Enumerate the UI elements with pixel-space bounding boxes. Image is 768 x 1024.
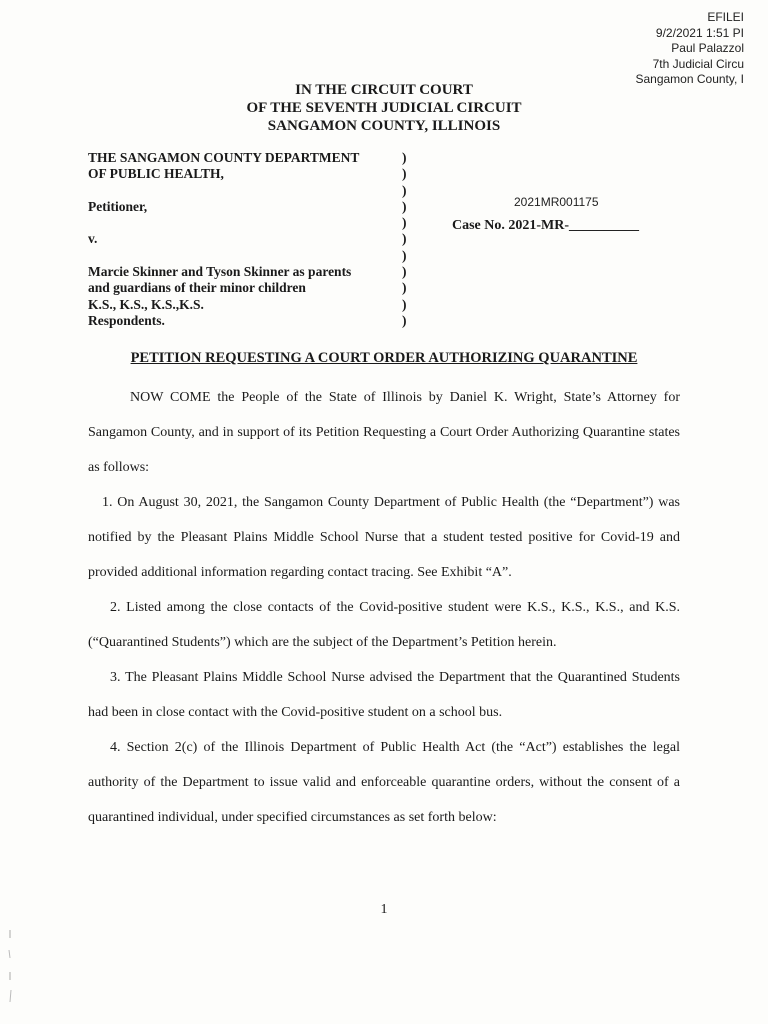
paragraph-3: 3. The Pleasant Plains Middle School Nurse advised the Department that the Quarantined Students had been in close contact with the Covid-positive student on a school bus.	[88, 670, 680, 720]
petitioner-label: Petitioner,	[88, 198, 148, 214]
caption-paren: )	[402, 312, 407, 328]
scan-margin-marks	[4, 928, 16, 1008]
caption-paren: )	[402, 247, 407, 263]
case-number: Case No. 2021-MR-__________	[452, 218, 640, 233]
efile-stamp-line: 7th Judicial Circu	[652, 56, 744, 71]
respondent-name: K.S., K.S., K.S.,K.S.	[88, 296, 204, 312]
court-heading-line: IN THE CIRCUIT COURT	[295, 82, 473, 98]
caption-paren: )	[402, 215, 407, 231]
efile-case-number: 2021MR001175	[514, 195, 599, 209]
caption-paren: )	[402, 264, 407, 280]
petitioner-name: OF PUBLIC HEALTH,	[88, 166, 224, 182]
efile-stamp-line: Paul Palazzol	[671, 41, 744, 55]
case-caption-parties	[88, 150, 408, 329]
paragraph-4: 4. Section 2(c) of the Illinois Department of Public Health Act (the “Act”) establishes the legal authority of the Department to issue valid and enforceable quarantine orders, without the consent of a quarantined individual, under specified circumstances as set forth below:	[88, 740, 680, 825]
efile-stamp-line: Sangamon County, I	[635, 72, 744, 86]
caption-paren: )	[402, 231, 407, 247]
petition-title: PETITION REQUESTING A COURT ORDER AUTHORIZING QUARANTINE	[130, 350, 638, 366]
petitioner-name: THE SANGAMON COUNTY DEPARTMENT	[88, 150, 360, 165]
caption-paren: )	[402, 280, 407, 296]
caption-parentheses	[402, 150, 407, 329]
court-heading	[0, 81, 768, 135]
respondent-name: Marcie Skinner and Tyson Skinner as parents	[88, 264, 352, 280]
efile-stamp-line: 9/2/2021 1:51 PI	[655, 25, 744, 40]
caption-paren: )	[402, 150, 407, 165]
intro-paragraph: NOW COME the People of the State of Illinois by Daniel K. Wright, State’s Attorney for Sangamon County, and in support of its Petition Requesting a Court Order Authorizing Quarantine states as follows:	[88, 390, 680, 475]
caption-paren: )	[402, 182, 407, 198]
petition-body	[88, 380, 680, 835]
versus-label: v.	[88, 231, 98, 247]
caption-paren: )	[402, 166, 407, 182]
court-heading-line: SANGAMON COUNTY, ILLINOIS	[267, 118, 501, 134]
respondent-label: Respondents.	[88, 312, 165, 328]
page-number: 1	[380, 902, 388, 917]
caption-paren: )	[402, 198, 407, 214]
respondent-name: and guardians of their minor children	[88, 280, 306, 296]
efile-stamp	[604, 10, 744, 88]
court-heading-line: OF THE SEVENTH JUDICIAL CIRCUIT	[246, 100, 522, 116]
efile-stamp-line: EFILEI	[707, 10, 744, 24]
paragraph-1: 1. On August 30, 2021, the Sangamon County Department of Public Health (the “Department”) was notified by the Pleasant Plains Middle School Nurse that a student tested positive for Covid-19 and provided additional information regarding contact tracing. See Exhibit “A”.	[88, 495, 680, 580]
paragraph-2: 2. Listed among the close contacts of the Covid-positive student were K.S., K.S., K.S., and K.S. (“Quarantined Students”) which are the subject of the Department’s Petition herein.	[88, 600, 680, 650]
caption-paren: )	[402, 296, 407, 312]
